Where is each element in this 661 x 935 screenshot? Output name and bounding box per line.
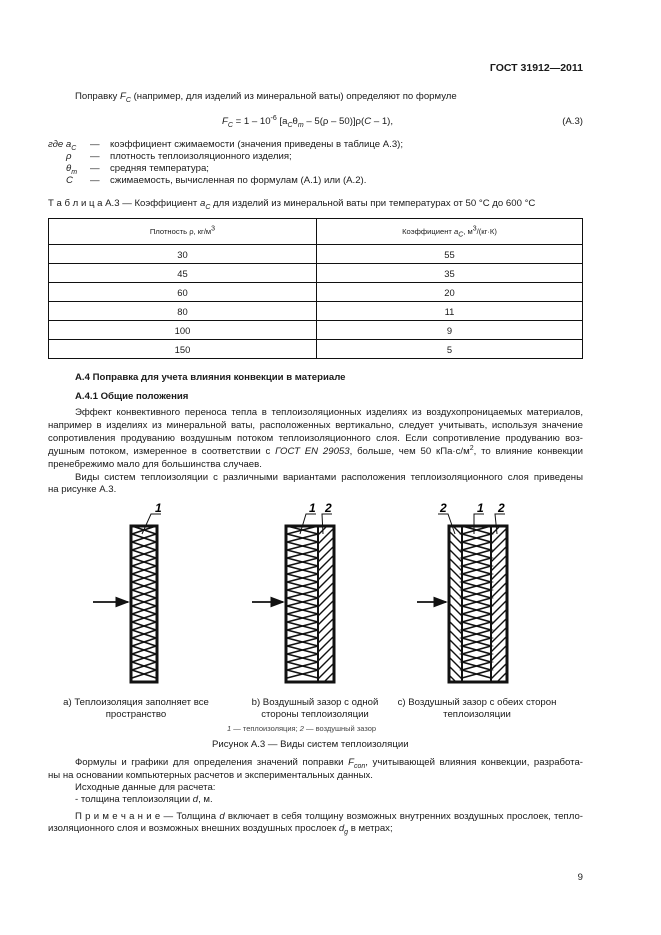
coefficient-cell: 55	[317, 245, 583, 264]
label-1-c: 1	[477, 501, 484, 515]
text: П р и м е ч а н и е — Толщина	[75, 811, 220, 822]
text: θ	[66, 163, 72, 174]
where-dash: —	[90, 151, 100, 162]
density-cell: 30	[49, 245, 317, 264]
figure-title: Рисунок А.3 — Виды систем теплоизоляции	[212, 739, 409, 750]
coefficient-cell: 9	[317, 321, 583, 340]
text: -6	[270, 114, 277, 122]
table-row	[49, 340, 583, 359]
paragraph-line	[48, 446, 583, 458]
text: d	[219, 811, 225, 822]
where-definition: плотность теплоизоляционного изделия;	[110, 151, 292, 162]
caption-a	[46, 697, 226, 721]
text: Поправку	[75, 91, 120, 102]
text: m	[297, 121, 304, 129]
text: , м.	[198, 794, 213, 805]
coefficient-cell: 35	[317, 264, 583, 283]
note-line	[75, 811, 583, 823]
subsection-title: А.4.1 Общие положения	[75, 391, 189, 402]
text: 3	[472, 225, 477, 233]
text: C	[71, 144, 77, 152]
text: 2	[469, 444, 474, 452]
density-cell: 45	[49, 264, 317, 283]
text: d	[338, 823, 345, 834]
text: с) Воздушный зазор с обеих сторон	[397, 697, 557, 708]
figure-a3	[0, 490, 661, 690]
table-row	[49, 264, 583, 283]
document-header: ГОСТ 31912—2011	[489, 62, 583, 74]
page-number: 9	[577, 872, 583, 883]
text: θ	[292, 116, 298, 127]
text: a	[199, 198, 206, 209]
text: – 1),	[371, 116, 394, 127]
text: пространство	[105, 709, 167, 720]
text: C	[364, 116, 372, 127]
standard-reference: ГОСТ EN 29053	[275, 446, 350, 457]
text: теплоизоляции	[443, 709, 511, 720]
density-cell: 60	[49, 283, 317, 302]
text: , м	[463, 227, 473, 236]
where-definition: сжимаемость, вычисленная по формулам (А.1) или (А.2).	[110, 175, 367, 186]
where-symbol	[66, 163, 77, 175]
text: а) Теплоизоляция заполняет все	[63, 697, 209, 708]
formula	[222, 116, 393, 128]
where-symbol	[66, 175, 73, 187]
formula-number: (A.3)	[562, 116, 583, 127]
text: душным потоком, измеренное в соответствии с	[48, 446, 276, 457]
text: C	[227, 121, 233, 129]
text: — теплоизоляция;	[231, 724, 300, 733]
air-gap-hatch	[318, 510, 334, 690]
label-2-c-right: 2	[498, 501, 505, 515]
air-gap-hatch	[491, 510, 507, 690]
text: F	[222, 116, 228, 127]
text: 3	[211, 225, 216, 233]
paragraph-line	[75, 757, 583, 769]
text: C	[458, 231, 464, 239]
text: (например, для изделий из минеральной ваты) определяют по формуле	[130, 91, 457, 102]
text: b) Воздушный зазор с одной	[251, 697, 379, 708]
text: изоляционного слоя и возможных внешних воздушных прослоек	[48, 823, 339, 834]
text: Плотность ρ, кг/м	[149, 227, 212, 236]
intro-text	[75, 91, 457, 103]
column-header-density	[49, 219, 317, 245]
text: F	[348, 757, 354, 768]
text: a	[453, 227, 459, 236]
air-gap-hatch	[449, 513, 462, 690]
where-symbol	[48, 139, 76, 151]
table-row	[49, 321, 583, 340]
text: Т а б л и ц а А.3 — Коэффициент	[48, 198, 200, 209]
note-line	[48, 823, 393, 835]
paragraph-line: Виды систем теплоизоляции с различными вариантами расположения теплоизоляционного слоя приведены	[75, 472, 583, 483]
where-symbol	[66, 151, 72, 163]
where-definition: средняя температура;	[110, 163, 209, 174]
paragraph-line: пренебрежимо мало для большинства случаев.	[48, 459, 262, 470]
text: d	[192, 794, 199, 805]
label-1-b: 1	[309, 501, 316, 515]
label-1-a: 1	[155, 501, 162, 515]
table-row	[49, 283, 583, 302]
coefficient-table	[48, 218, 583, 359]
text: Формулы и графики для определения значений поправки	[75, 757, 349, 768]
caption-b	[225, 697, 405, 721]
where-dash: —	[90, 139, 100, 150]
text: /(кг·К)	[476, 227, 497, 236]
table-caption	[48, 198, 535, 210]
density-cell: 80	[49, 302, 317, 321]
text: 1	[227, 724, 232, 733]
coefficient-cell: 5	[317, 340, 583, 359]
text: F	[119, 91, 126, 102]
text: C	[66, 175, 73, 186]
paragraph-line	[75, 794, 213, 806]
figure-legend	[227, 723, 376, 735]
text: , больше, чем 50 кПа·с/м	[349, 446, 470, 457]
paragraph-line: сопротивления продуванию воздушным потоком теплоизоляционного слоя. Если сопротивление продуванию воз-	[48, 433, 583, 444]
text: g	[344, 828, 349, 836]
label-2-b: 2	[325, 501, 332, 515]
paragraph-line: например в изделиях из минеральной ваты, расположенных вертикально, следует учитывать, используя значение	[48, 420, 583, 431]
density-cell: 150	[49, 340, 317, 359]
text: = 1 – 10	[232, 116, 271, 127]
text: - толщина теплоизоляции	[75, 794, 193, 805]
text: C	[287, 121, 293, 129]
text: 2	[299, 724, 304, 733]
text: ρ	[66, 151, 72, 162]
where-dash: —	[90, 175, 100, 186]
text: включает в себя толщину возможных внутренних воздушных прослоек, тепло-	[224, 811, 583, 822]
coefficient-cell: 11	[317, 302, 583, 321]
coefficient-cell: 20	[317, 283, 583, 302]
text: C	[205, 203, 211, 211]
paragraph-line: на рисунке А.3.	[48, 484, 117, 495]
paragraph-line: Исходные данные для расчета:	[75, 782, 216, 793]
text: – 5(ρ – 50)]ρ(	[303, 116, 365, 127]
where-dash: —	[90, 163, 100, 174]
text: где a	[48, 139, 72, 150]
text: con	[354, 762, 366, 770]
text: — воздушный зазор	[303, 724, 377, 733]
paragraph-line: Эффект конвективного переноса тепла в теплоизоляционных изделиях из воздухопроницаемых материалов,	[75, 407, 583, 418]
paragraph-line: ны на основании компьютерных расчетов и экспериментальных данных.	[48, 770, 373, 781]
density-cell: 100	[49, 321, 317, 340]
column-header-coefficient	[317, 219, 583, 245]
table-row	[49, 302, 583, 321]
text: стороны теплоизоляции	[261, 709, 369, 720]
text: , то влияние конвекции	[473, 446, 583, 457]
text: [a	[276, 116, 288, 127]
text: Коэффициент	[402, 227, 454, 236]
caption-c	[387, 697, 567, 721]
label-2-c-left: 2	[440, 501, 447, 515]
section-title: А.4 Поправка для учета влияния конвекции в материале	[75, 372, 346, 383]
leader-line	[438, 514, 455, 534]
text: m	[71, 168, 78, 176]
text: для изделий из минеральной ваты при температурах от 50 °C до 600 °C	[210, 198, 536, 209]
table-row	[49, 245, 583, 264]
text: , учитывающей влияния конвекции, разработа-	[365, 757, 583, 768]
text: C	[125, 96, 131, 104]
text: в метрах;	[348, 823, 393, 834]
where-definition: коэффициент сжимаемости (значения приведены в таблице А.3);	[110, 139, 404, 150]
